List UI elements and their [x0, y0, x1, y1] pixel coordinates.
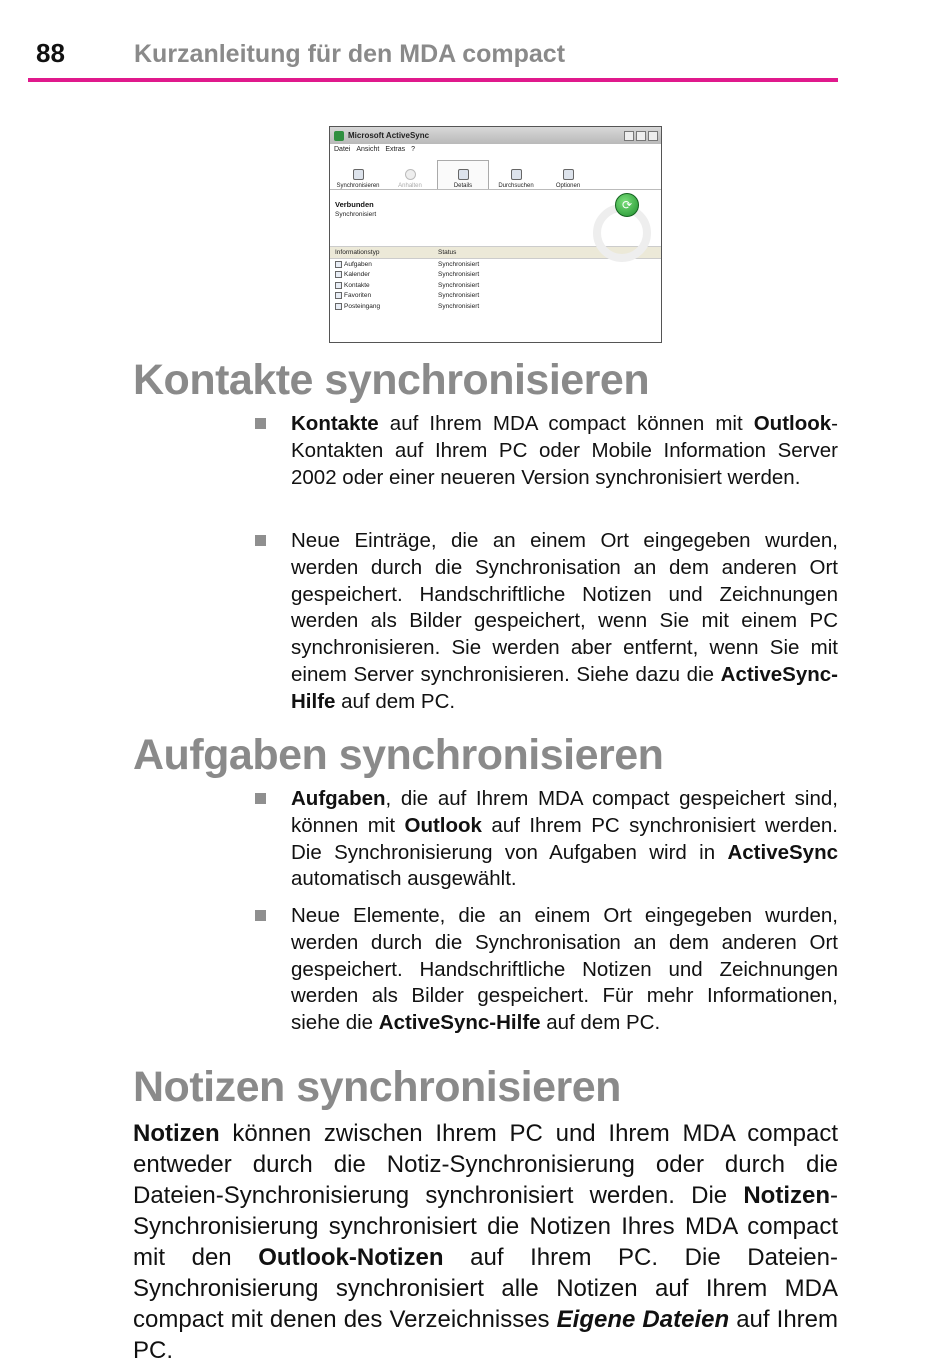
- page-header: [36, 38, 838, 82]
- text-bold: Notizen: [743, 1182, 830, 1209]
- paragraph-notizen: [133, 1118, 838, 1366]
- text: automatisch ausgewählt.: [291, 867, 517, 891]
- text-bold: Notizen: [133, 1120, 220, 1147]
- options-button-label: Optionen: [555, 183, 581, 189]
- header-title: Kurzanleitung für den MDA compact: [134, 40, 566, 68]
- status-subtitle: Synchronisiert: [335, 211, 377, 218]
- column-type: Informationstyp: [335, 249, 380, 256]
- bullet-square-icon: [255, 793, 266, 804]
- menu-help: ?: [411, 146, 416, 153]
- text: Neue Einträge, die an einem Ort eingegeben wurden, werden durch die Synchronisation an dem anderen Ort gespeichert. Handschriftliche Notizen und Zeichnungen werden als Bilder gespeichert, wenn Sie mit einem PC synchronisieren. Sie werden aber entfernt, wenn Sie mit einem Server synchronisieren. Siehe dazu die: [291, 529, 838, 686]
- maximize-icon: [636, 131, 646, 141]
- list-item: [330, 301, 661, 312]
- status-area: [330, 190, 661, 244]
- sync-status-icon: ⟳: [615, 193, 639, 217]
- bullet-aufgaben-2: [255, 903, 838, 1037]
- list-item: [330, 259, 661, 270]
- menu-extras: Extras: [385, 146, 406, 153]
- text: auf Ihrem PC synchronisiert werden. Die Synchronisierung von Aufgaben wird in: [291, 813, 838, 864]
- options-button: [543, 159, 593, 189]
- stop-button: [385, 159, 435, 189]
- calendar-icon: [335, 271, 342, 278]
- checkbox-icon: [335, 261, 342, 268]
- browse-button-label: Durchsuchen: [498, 183, 534, 189]
- row-type: Kontakte: [344, 281, 370, 289]
- row-type: Posteingang: [344, 302, 381, 310]
- window-title: Microsoft ActiveSync: [348, 131, 430, 140]
- row-type: Favoriten: [344, 292, 372, 300]
- sync-button: [333, 159, 383, 189]
- bullet-aufgaben-1: [255, 786, 838, 893]
- menubar: [330, 144, 661, 155]
- stop-button-label: Anhalten: [398, 183, 422, 189]
- bullet-kontakte-2: [255, 528, 838, 716]
- details-tool-icon: [458, 169, 469, 180]
- bullet-square-icon: [255, 910, 266, 921]
- favorites-icon: [335, 292, 342, 299]
- text: , die auf Ihrem MDA compact gespeichert sind, können mit: [291, 787, 838, 837]
- text: auf Ihrem PC.: [133, 1306, 839, 1364]
- text-bold: Aufgaben: [291, 787, 386, 810]
- text: Neue Elemente, die an einem Ort eingegeben wurden, werden durch die Synchronisation an dem anderen Ort gespeichert. Handschriftliche Notizen und Zeichnungen werden als Bilder gespeichert. Für mehr Informationen, siehe die: [291, 904, 838, 1035]
- text-bold: ActiveSync: [727, 840, 838, 864]
- close-icon: [648, 131, 658, 141]
- menu-ansicht: Ansicht: [356, 146, 380, 153]
- text-bold: Outlook: [404, 813, 482, 837]
- toolbar: [330, 155, 661, 190]
- sync-tool-icon: [353, 169, 364, 180]
- row-status: Synchronisiert: [438, 271, 480, 279]
- window-controls: [624, 131, 658, 141]
- header-rule: [28, 78, 838, 82]
- heading-notizen: Notizen synchronisieren: [133, 1063, 621, 1111]
- minimize-icon: [624, 131, 634, 141]
- text-bold: Outlook: [753, 412, 832, 435]
- activesync-icon: [334, 131, 344, 141]
- row-type: Kalender: [344, 271, 371, 279]
- sync-button-label: Synchronisieren: [336, 183, 380, 189]
- heading-kontakte: Kontakte synchronisieren: [133, 356, 650, 404]
- column-status: Status: [438, 249, 457, 256]
- row-status: Synchronisiert: [438, 260, 480, 268]
- row-status: Synchronisiert: [438, 281, 480, 289]
- text: auf Ihrem MDA compact können mit: [378, 412, 754, 435]
- row-type: Aufgaben: [344, 260, 372, 268]
- stop-tool-icon: [405, 169, 416, 180]
- details-button: [437, 160, 489, 189]
- text-bold: ActiveSync-Hilfe: [291, 662, 838, 713]
- heading-aufgaben: Aufgaben synchronisieren: [133, 731, 664, 779]
- text-bold-italic: Eigene Dateien: [556, 1306, 730, 1333]
- row-status: Synchronisiert: [438, 292, 480, 300]
- text: können zwischen Ihrem PC und Ihrem MDA compact entweder durch die Notiz-Synchronisierung oder durch die Dateien-Synchronisierung synchronisiert werden. Die: [133, 1120, 838, 1209]
- text-bold: Kontakte: [291, 412, 379, 435]
- browse-button: [491, 159, 541, 189]
- text-bold: Outlook-Notizen: [258, 1244, 444, 1271]
- list-item: [330, 291, 661, 302]
- activesync-screenshot: [329, 126, 662, 343]
- menu-datei: Datei: [334, 146, 351, 153]
- list-item: [330, 270, 661, 281]
- browse-tool-icon: [511, 169, 522, 180]
- text-bold: ActiveSync-Hilfe: [378, 1011, 541, 1035]
- bullet-square-icon: [255, 535, 266, 546]
- inbox-icon: [335, 303, 342, 310]
- details-button-label: Details: [453, 183, 473, 189]
- row-status: Synchronisiert: [438, 302, 480, 310]
- text: -Synchronisierung synchronisiert die Notizen Ihres MDA compact mit den: [133, 1182, 838, 1271]
- list-item: [330, 280, 661, 291]
- bullet-square-icon: [255, 418, 266, 429]
- status-title: Verbunden: [335, 200, 374, 209]
- text: auf dem PC.: [335, 689, 456, 713]
- window-titlebar: [330, 127, 661, 144]
- text: auf Ihrem PC. Die Dateien-Synchronisierung synchronisiert alle Notizen auf Ihrem MDA compact mit denen des Verzeichnisses: [133, 1244, 838, 1333]
- text: -Kontakten auf Ihrem PC oder Mobile Information Server 2002 oder einer neueren Version synchronisiert werden.: [291, 412, 838, 489]
- contacts-icon: [335, 282, 342, 289]
- options-tool-icon: [563, 169, 574, 180]
- bullet-kontakte-1: [255, 411, 838, 491]
- text: auf dem PC.: [540, 1011, 661, 1035]
- page-number: 88: [36, 38, 65, 68]
